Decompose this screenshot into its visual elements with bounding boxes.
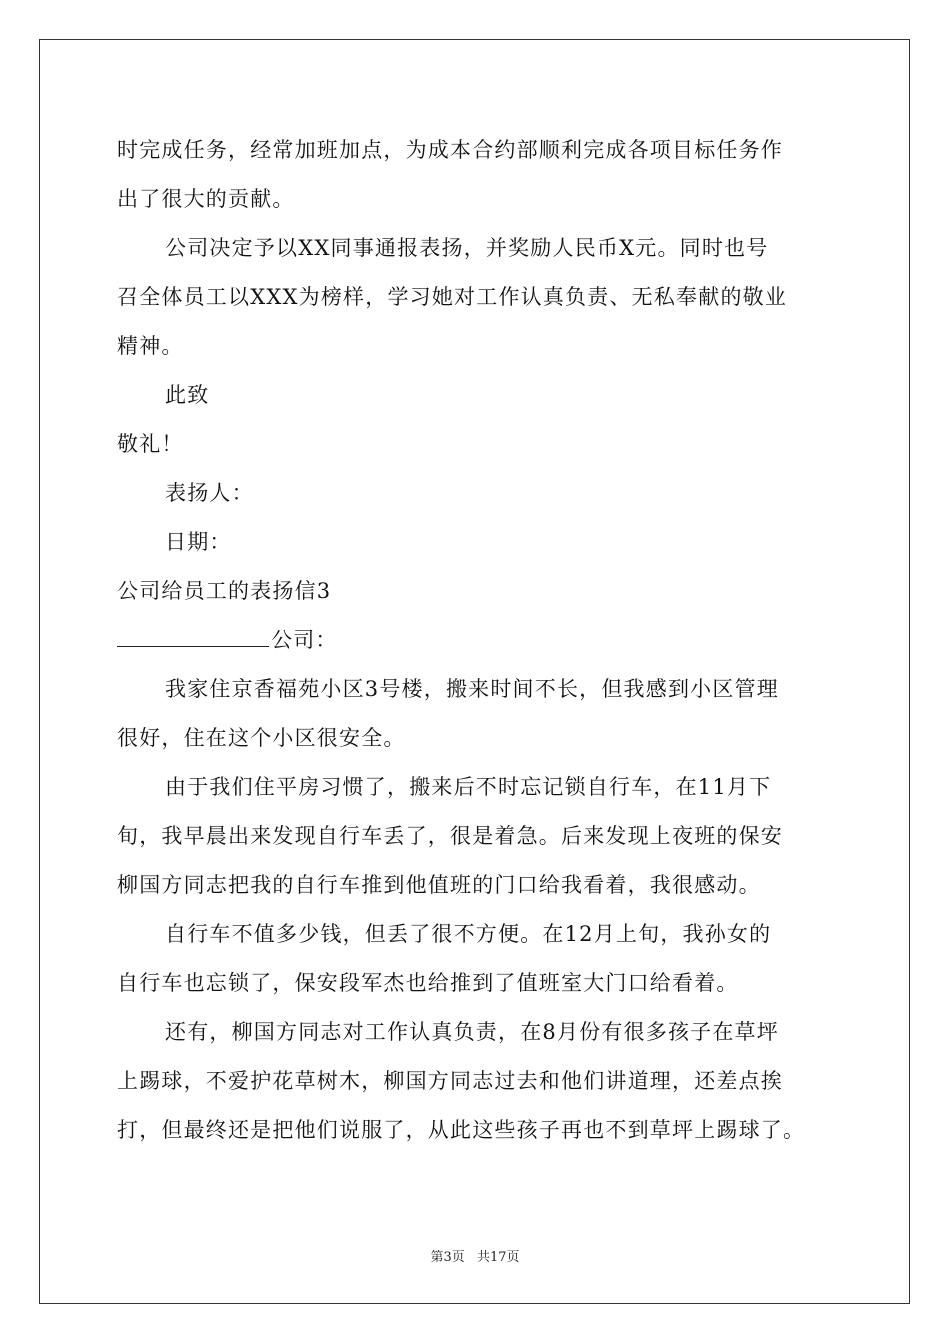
paragraph-line: 召全体员工以XXX为榜样，学习她对工作认真负责、无私奉献的敬业: [117, 285, 788, 309]
document-body: [117, 126, 837, 1155]
date-label: 日期：: [165, 530, 232, 554]
paragraph-line: 上踢球，不爱护花草树木，柳国方同志过去和他们讲道理，还差点挨: [117, 1069, 783, 1093]
recipient-line: [117, 616, 837, 665]
paragraph-line: 时完成任务，经常加班加点，为成本合约部顺利完成各项目标任务作: [117, 138, 783, 162]
paragraph-line: 柳国方同志把我的自行车推到他值班的门口给我看着，我很感动。: [117, 873, 761, 897]
paragraph-line: 精神。: [117, 334, 184, 358]
closing-regards: 敬礼！: [117, 432, 184, 456]
paragraph-line: 我家住京香福苑小区3号楼，搬来时间不长，但我感到小区管理: [165, 677, 779, 701]
blank-underline: [117, 616, 269, 647]
page-footer: [0, 1246, 950, 1265]
paragraph-line: 旬，我早晨出来发现自行车丢了，很是着急。后来发现上夜班的保安: [117, 824, 783, 848]
section-title: 公司给员工的表扬信3: [117, 579, 332, 603]
paragraph-line: 自行车不值多少钱，但丢了很不方便。在12月上旬，我孙女的: [165, 922, 772, 946]
paragraph-line: 公司决定予以XX同事通报表扬，并奖励人民币X元。同时也号: [165, 236, 769, 260]
paragraph-line: 出了很大的贡献。: [117, 187, 295, 211]
paragraph-line: 还有，柳国方同志对工作认真负责，在8月份有很多孩子在草坪: [165, 1020, 779, 1044]
recipient-label: 公司：: [271, 628, 338, 652]
paragraph-line: 由于我们住平房习惯了，搬来后不时忘记锁自行车，在11月下: [165, 775, 772, 799]
paragraph-line: 自行车也忘锁了，保安段军杰也给推到了值班室大门口给看着。: [117, 971, 739, 995]
closing-salutation: 此致: [165, 383, 210, 407]
paragraph-line: 打，但最终还是把他们说服了，从此这些孩子再也不到草坪上踢球了。: [117, 1118, 806, 1142]
signer-label: 表扬人：: [165, 481, 254, 505]
paragraph-line: 很好，住在这个小区很安全。: [117, 726, 406, 750]
page-total: 共17页: [476, 1250, 520, 1265]
page-number: 第3页: [430, 1250, 465, 1265]
